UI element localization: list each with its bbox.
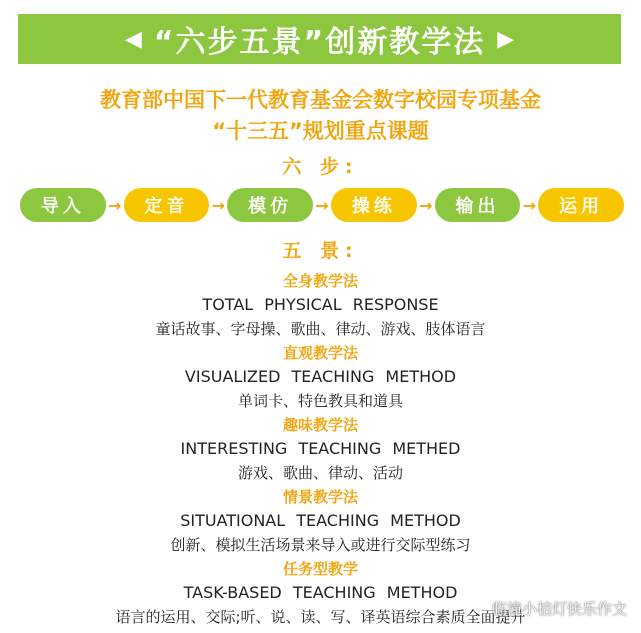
method-item — [0, 558, 641, 630]
method-english: INTERESTING TEACHING METHED — [180, 439, 461, 458]
step-3: 模仿 — [227, 188, 313, 222]
method-desc: 童话故事、字母操、歌曲、律动、游戏、肢体语言 — [155, 320, 486, 338]
step-4: 操练 — [331, 188, 417, 222]
method-english: TOTAL PHYSICAL RESPONSE — [202, 295, 439, 314]
triangle-left-icon: ◀ — [124, 26, 142, 52]
method-desc: 游戏、歌曲、律动、活动 — [237, 464, 403, 482]
method-item — [0, 414, 641, 486]
method-item — [0, 270, 641, 342]
step-6: 运用 — [538, 188, 624, 222]
method-title: 任务型教学 — [282, 560, 358, 578]
method-title: 全身教学法 — [282, 272, 358, 290]
steps-flow — [20, 187, 624, 223]
method-list — [0, 270, 641, 630]
method-item — [0, 486, 641, 558]
five-scenes-heading: 五 景: — [282, 240, 359, 262]
method-desc: 语言的运用、交际;听、说、读、写、译英语综合素质全面提升 — [115, 608, 526, 626]
method-english: VISUALIZED TEACHING METHOD — [184, 367, 457, 386]
method-english: SITUATIONAL TEACHING METHOD — [180, 511, 461, 530]
step-1: 导入 — [20, 188, 106, 222]
triangle-right-icon: ▶ — [497, 26, 515, 52]
method-title: 情景教学法 — [282, 488, 358, 506]
org-line-2: “十三五”规划重点课题 — [212, 119, 429, 143]
method-desc: 单词卡、特色教具和道具 — [237, 392, 403, 410]
method-title: 直观教学法 — [282, 344, 358, 362]
org-line-1: 教育部中国下一代教育基金会数字校园专项基金 — [100, 88, 541, 112]
arrow-right-icon: → — [211, 195, 226, 215]
watermark: 临潼小桔灯快乐作文 — [491, 600, 627, 618]
title-banner — [18, 14, 621, 64]
step-5: 输出 — [435, 188, 521, 222]
arrow-right-icon: → — [418, 195, 433, 215]
method-title: 趣味教学法 — [282, 416, 358, 434]
method-item — [0, 342, 641, 414]
method-english: TASK-BASED TEACHING METHOD — [183, 583, 458, 602]
six-steps-heading: 六 步: — [282, 156, 359, 178]
step-2: 定音 — [124, 188, 210, 222]
method-desc: 创新、模拟生活场景来导入或进行交际型练习 — [170, 536, 471, 554]
banner-title: “六步五景”创新教学法 — [153, 25, 486, 60]
arrow-right-icon: → — [107, 195, 122, 215]
arrow-right-icon: → — [315, 195, 329, 215]
arrow-right-icon: → — [522, 195, 537, 215]
